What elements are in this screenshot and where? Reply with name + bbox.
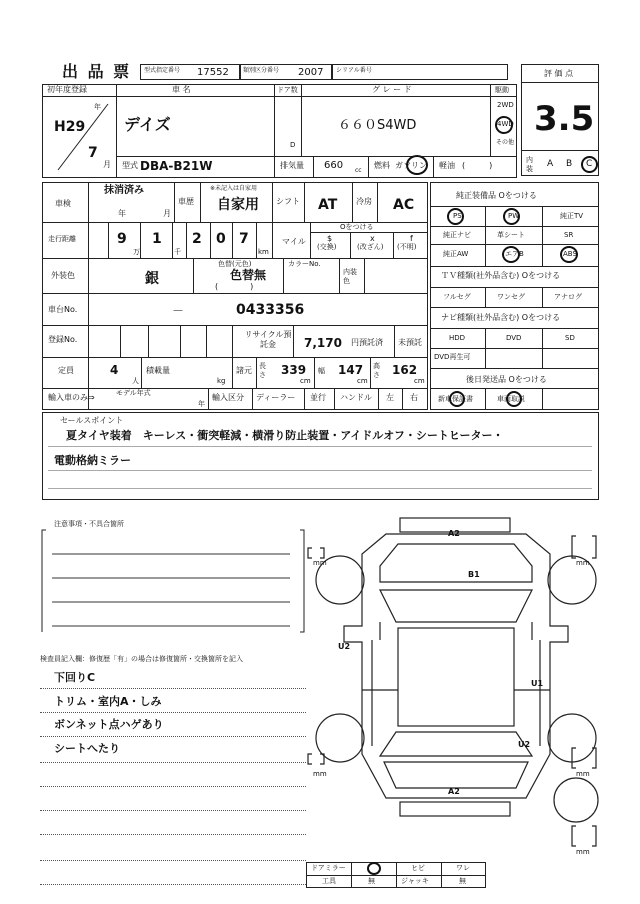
displacement-label: 排気量 xyxy=(280,161,304,170)
mileage-digit-3: 2 xyxy=(192,231,202,247)
tv-oneseg: ワンセグ xyxy=(497,293,525,301)
score-value: 3.5 xyxy=(534,99,595,139)
load-unit: kg xyxy=(217,377,226,385)
navi-dvd: DVD xyxy=(506,334,522,342)
note-item-4: シートへたり xyxy=(54,742,120,755)
handle-label: ハンドル xyxy=(340,393,372,402)
mile-label: マイル xyxy=(282,237,306,246)
drive-label: 駆動 xyxy=(495,86,509,94)
chassis-label: 車台No. xyxy=(48,305,78,314)
mileage-unit-man: 万 xyxy=(133,248,140,256)
import-label: 輸入車のみ⇒ xyxy=(48,393,95,402)
equip-pw-circle xyxy=(503,208,520,225)
history-value: 自家用 xyxy=(217,197,259,213)
reg-no-label: 登録No. xyxy=(48,335,78,344)
later-warranty: 新車保証書 xyxy=(438,395,473,403)
fuel-circle xyxy=(406,155,428,175)
equip-sr: SR xyxy=(564,231,574,239)
ac-label: 冷房 xyxy=(356,197,372,206)
mileage-unit-km: km xyxy=(258,248,269,256)
capacity-unit: 人 xyxy=(132,377,139,385)
size-label: 諸元 xyxy=(236,366,252,375)
width-label: 幅 xyxy=(318,367,325,375)
interior-option-a: A xyxy=(547,159,554,169)
equip-leather: 革シート xyxy=(497,231,525,239)
equip-airbag-circle xyxy=(502,246,520,263)
equip-pw: PW xyxy=(508,212,520,220)
inspection-label: 車検 xyxy=(55,199,71,208)
grade-label: グ レ ー ド xyxy=(372,85,412,94)
equip-ps: PS xyxy=(453,212,462,220)
interior-option-b: B xyxy=(566,159,573,169)
mileage-tamper-sym: x xyxy=(370,234,375,243)
later-warranty-circle xyxy=(449,391,465,407)
equipment-title: 純正装備品 Oをつける xyxy=(456,191,537,200)
drive-2wd: 2WD xyxy=(497,101,514,109)
inspection-month-unit: 月 xyxy=(163,209,171,218)
notes-label: 注意事項・不具合箇所 xyxy=(54,520,124,528)
month-unit: 月 xyxy=(103,160,111,169)
damage-mark-left-door: U2 xyxy=(338,642,351,651)
bt-tools: 工具 xyxy=(322,877,336,885)
light-oil-paren: ( ) xyxy=(462,161,493,170)
bt-jack-value: 無 xyxy=(459,877,466,885)
equip-abs-circle xyxy=(560,246,578,263)
bt-break: ワレ xyxy=(456,864,470,872)
damage-mark-rear-bumper: A2 xyxy=(448,787,460,796)
recycle-not: 未預託 xyxy=(398,338,422,347)
width-unit: cm xyxy=(357,377,368,385)
inspector-label: 検査員記入欄：修復歴「有」の場合は修復箇所・交換箇所を記入 xyxy=(40,655,243,663)
equip-tv: 純正TV xyxy=(560,212,584,220)
equip-airbag: エアB xyxy=(505,250,524,258)
mileage-label: 走行距離 xyxy=(48,235,76,243)
mileage-digit-1: 9 xyxy=(117,231,127,247)
repaint-value: 色替無 xyxy=(230,268,267,282)
equip-navi: 純正ナビ xyxy=(443,231,471,239)
mileage-swap-sym: $ xyxy=(327,234,333,243)
damage-mark-hood: B1 xyxy=(468,570,480,579)
mm-unit-spare: mm xyxy=(576,848,590,856)
repaint-paren: ( ) xyxy=(215,282,254,291)
grade: ６６０S4WD xyxy=(338,118,417,133)
sales-label: セールスポイント xyxy=(60,416,124,425)
tv-analog: アナログ xyxy=(554,293,582,301)
height-value: 162 xyxy=(392,363,418,377)
reg-era: H29 xyxy=(54,119,86,135)
katashiki: DBA-B21W xyxy=(140,159,213,173)
color-value: 銀 xyxy=(145,271,159,287)
import-parallel: 並行 xyxy=(310,393,326,402)
mileage-swap: (交換) xyxy=(317,243,337,251)
capacity-value: 4 xyxy=(110,363,119,377)
note-item-3: ボンネット点ハゲあり xyxy=(54,718,164,731)
shift-value: AT xyxy=(318,197,338,213)
doors-label: ドア数 xyxy=(277,86,298,94)
color-no-label: カラーNo. xyxy=(288,260,321,268)
height-label: 高さ xyxy=(373,362,380,379)
equip-ps-circle xyxy=(447,208,464,225)
model-year-label: モデル年式 xyxy=(116,389,151,397)
bt-jack: ジャッキ xyxy=(401,877,429,885)
length-unit: cm xyxy=(300,377,311,385)
fuel-label: 燃料 xyxy=(374,161,390,170)
car-diagram xyxy=(306,510,606,860)
history-label: 車歴 xyxy=(178,197,194,206)
height-unit: cm xyxy=(414,377,425,385)
model-cert-label: 型式指定番号 xyxy=(144,67,181,74)
reg-month: 7 xyxy=(88,145,98,161)
notes-bracket xyxy=(40,528,310,638)
damage-mark-right-door: U1 xyxy=(531,679,544,688)
interior-grade-label: 内装 xyxy=(526,156,533,173)
mm-unit-fr: mm xyxy=(576,559,590,567)
car-name: デイズ xyxy=(124,115,171,134)
mm-unit-rl: mm xyxy=(313,770,327,778)
drive-4wd: 4WD xyxy=(497,120,514,128)
class-label: 類別区分番号 xyxy=(243,67,280,74)
width-value: 147 xyxy=(338,363,364,377)
import-dealer: ディーラー xyxy=(256,393,296,402)
later-manual: 車両取説 xyxy=(497,395,525,403)
later-title: 後日発送品 Oをつける xyxy=(466,375,547,384)
sheet-title: 出 品 票 xyxy=(62,62,132,81)
light-oil-label: 軽油 xyxy=(439,161,455,170)
import-type-label: 輸入区分 xyxy=(212,393,244,402)
bt-mirror-circle xyxy=(367,862,381,875)
interior-option-c: C xyxy=(586,159,593,169)
equip-abs: ABS xyxy=(563,250,577,258)
bt-tools-value: 無 xyxy=(368,877,375,885)
later-manual-circle xyxy=(506,391,522,407)
capacity-label: 定員 xyxy=(58,366,74,375)
interior-color-label: 内装色 xyxy=(343,268,357,285)
mileage-digit-4: 0 xyxy=(216,231,226,247)
serial-label: シリアル番号 xyxy=(336,67,372,74)
note-item-1: 下回りC xyxy=(54,671,96,684)
drive-other: その他 xyxy=(496,139,515,146)
class-value: 2007 xyxy=(298,67,324,78)
bt-crack: ヒビ xyxy=(411,864,425,872)
displacement-unit: cc xyxy=(355,167,362,174)
doors-value: D xyxy=(290,141,296,149)
sales-line-2: 電動格納ミラー xyxy=(54,454,131,467)
shift-label: シフト xyxy=(276,197,300,206)
drive-selected-circle xyxy=(495,116,513,134)
displacement: 660 xyxy=(324,160,344,171)
fuel-value: ガソリン xyxy=(395,161,427,170)
year-unit: 年 xyxy=(94,103,101,111)
mileage-digit-2: 1 xyxy=(152,231,162,247)
model-cert-value: 17552 xyxy=(197,67,229,78)
tv-title: ＴＶ種類(社外品含む) Oをつける xyxy=(441,271,561,280)
damage-mark-rear-right: U2 xyxy=(518,740,531,749)
sales-line-1: 夏タイヤ装着 キーレス・衝突軽減・横滑り防止装置・アイドルオフ・シートヒーター・ xyxy=(66,429,504,442)
katashiki-label: 型式 xyxy=(122,161,138,170)
chassis-dash: － xyxy=(172,304,185,318)
ac-value: AC xyxy=(393,197,415,213)
length-label: 長さ xyxy=(259,362,266,379)
recycle-label: リサイクル預託金 xyxy=(244,330,292,349)
score-label: 評 価 点 xyxy=(544,69,574,78)
mileage-circle-note: Oをつける xyxy=(340,223,374,231)
inspection-year-unit: 年 xyxy=(118,209,126,218)
bt-door-mirror: ドアミラー xyxy=(311,864,346,872)
recycle-done: 円預託済 xyxy=(351,338,383,347)
mm-unit-fl: mm xyxy=(313,559,327,567)
handle-left: 左 xyxy=(386,393,394,402)
mileage-unknown-sym: f xyxy=(410,234,413,243)
handle-right: 右 xyxy=(410,393,418,402)
damage-mark-front-bumper: A2 xyxy=(448,529,460,538)
car-name-label: 車 名 xyxy=(172,85,191,94)
length-value: 339 xyxy=(281,363,307,377)
mileage-unknown: (不明) xyxy=(397,243,417,251)
navi-sd: SD xyxy=(565,334,575,342)
color-label: 外装色 xyxy=(51,271,75,280)
history-note: ※未記入は自家用 xyxy=(210,185,258,192)
interior-selected-circle xyxy=(581,156,598,173)
navi-hdd: HDD xyxy=(449,334,466,342)
tv-fullseg: フルセグ xyxy=(443,293,471,301)
mileage-digit-5: 7 xyxy=(239,231,249,247)
mm-unit-rr: mm xyxy=(576,770,590,778)
first-reg-label: 初年度登録 xyxy=(47,85,87,94)
dvd-label: DVD再生可 xyxy=(434,353,471,361)
chassis-value: 0433356 xyxy=(236,302,305,318)
recycle-value: 7,170 xyxy=(304,336,342,350)
model-year-unit: 年 xyxy=(198,400,205,408)
repaint-label: 色替(元色) xyxy=(218,260,252,268)
navi-title: ナビ種類(社外品含む) Oをつける xyxy=(441,313,561,322)
equip-aw: 純正AW xyxy=(443,250,469,258)
note-item-2: トリム・室内A・しみ xyxy=(54,695,162,708)
inspection-value: 抹消済み xyxy=(104,185,144,196)
load-label: 積載量 xyxy=(146,366,170,375)
mileage-unit-sen: 千 xyxy=(174,248,181,256)
mileage-tamper: (改ざん) xyxy=(357,243,384,251)
